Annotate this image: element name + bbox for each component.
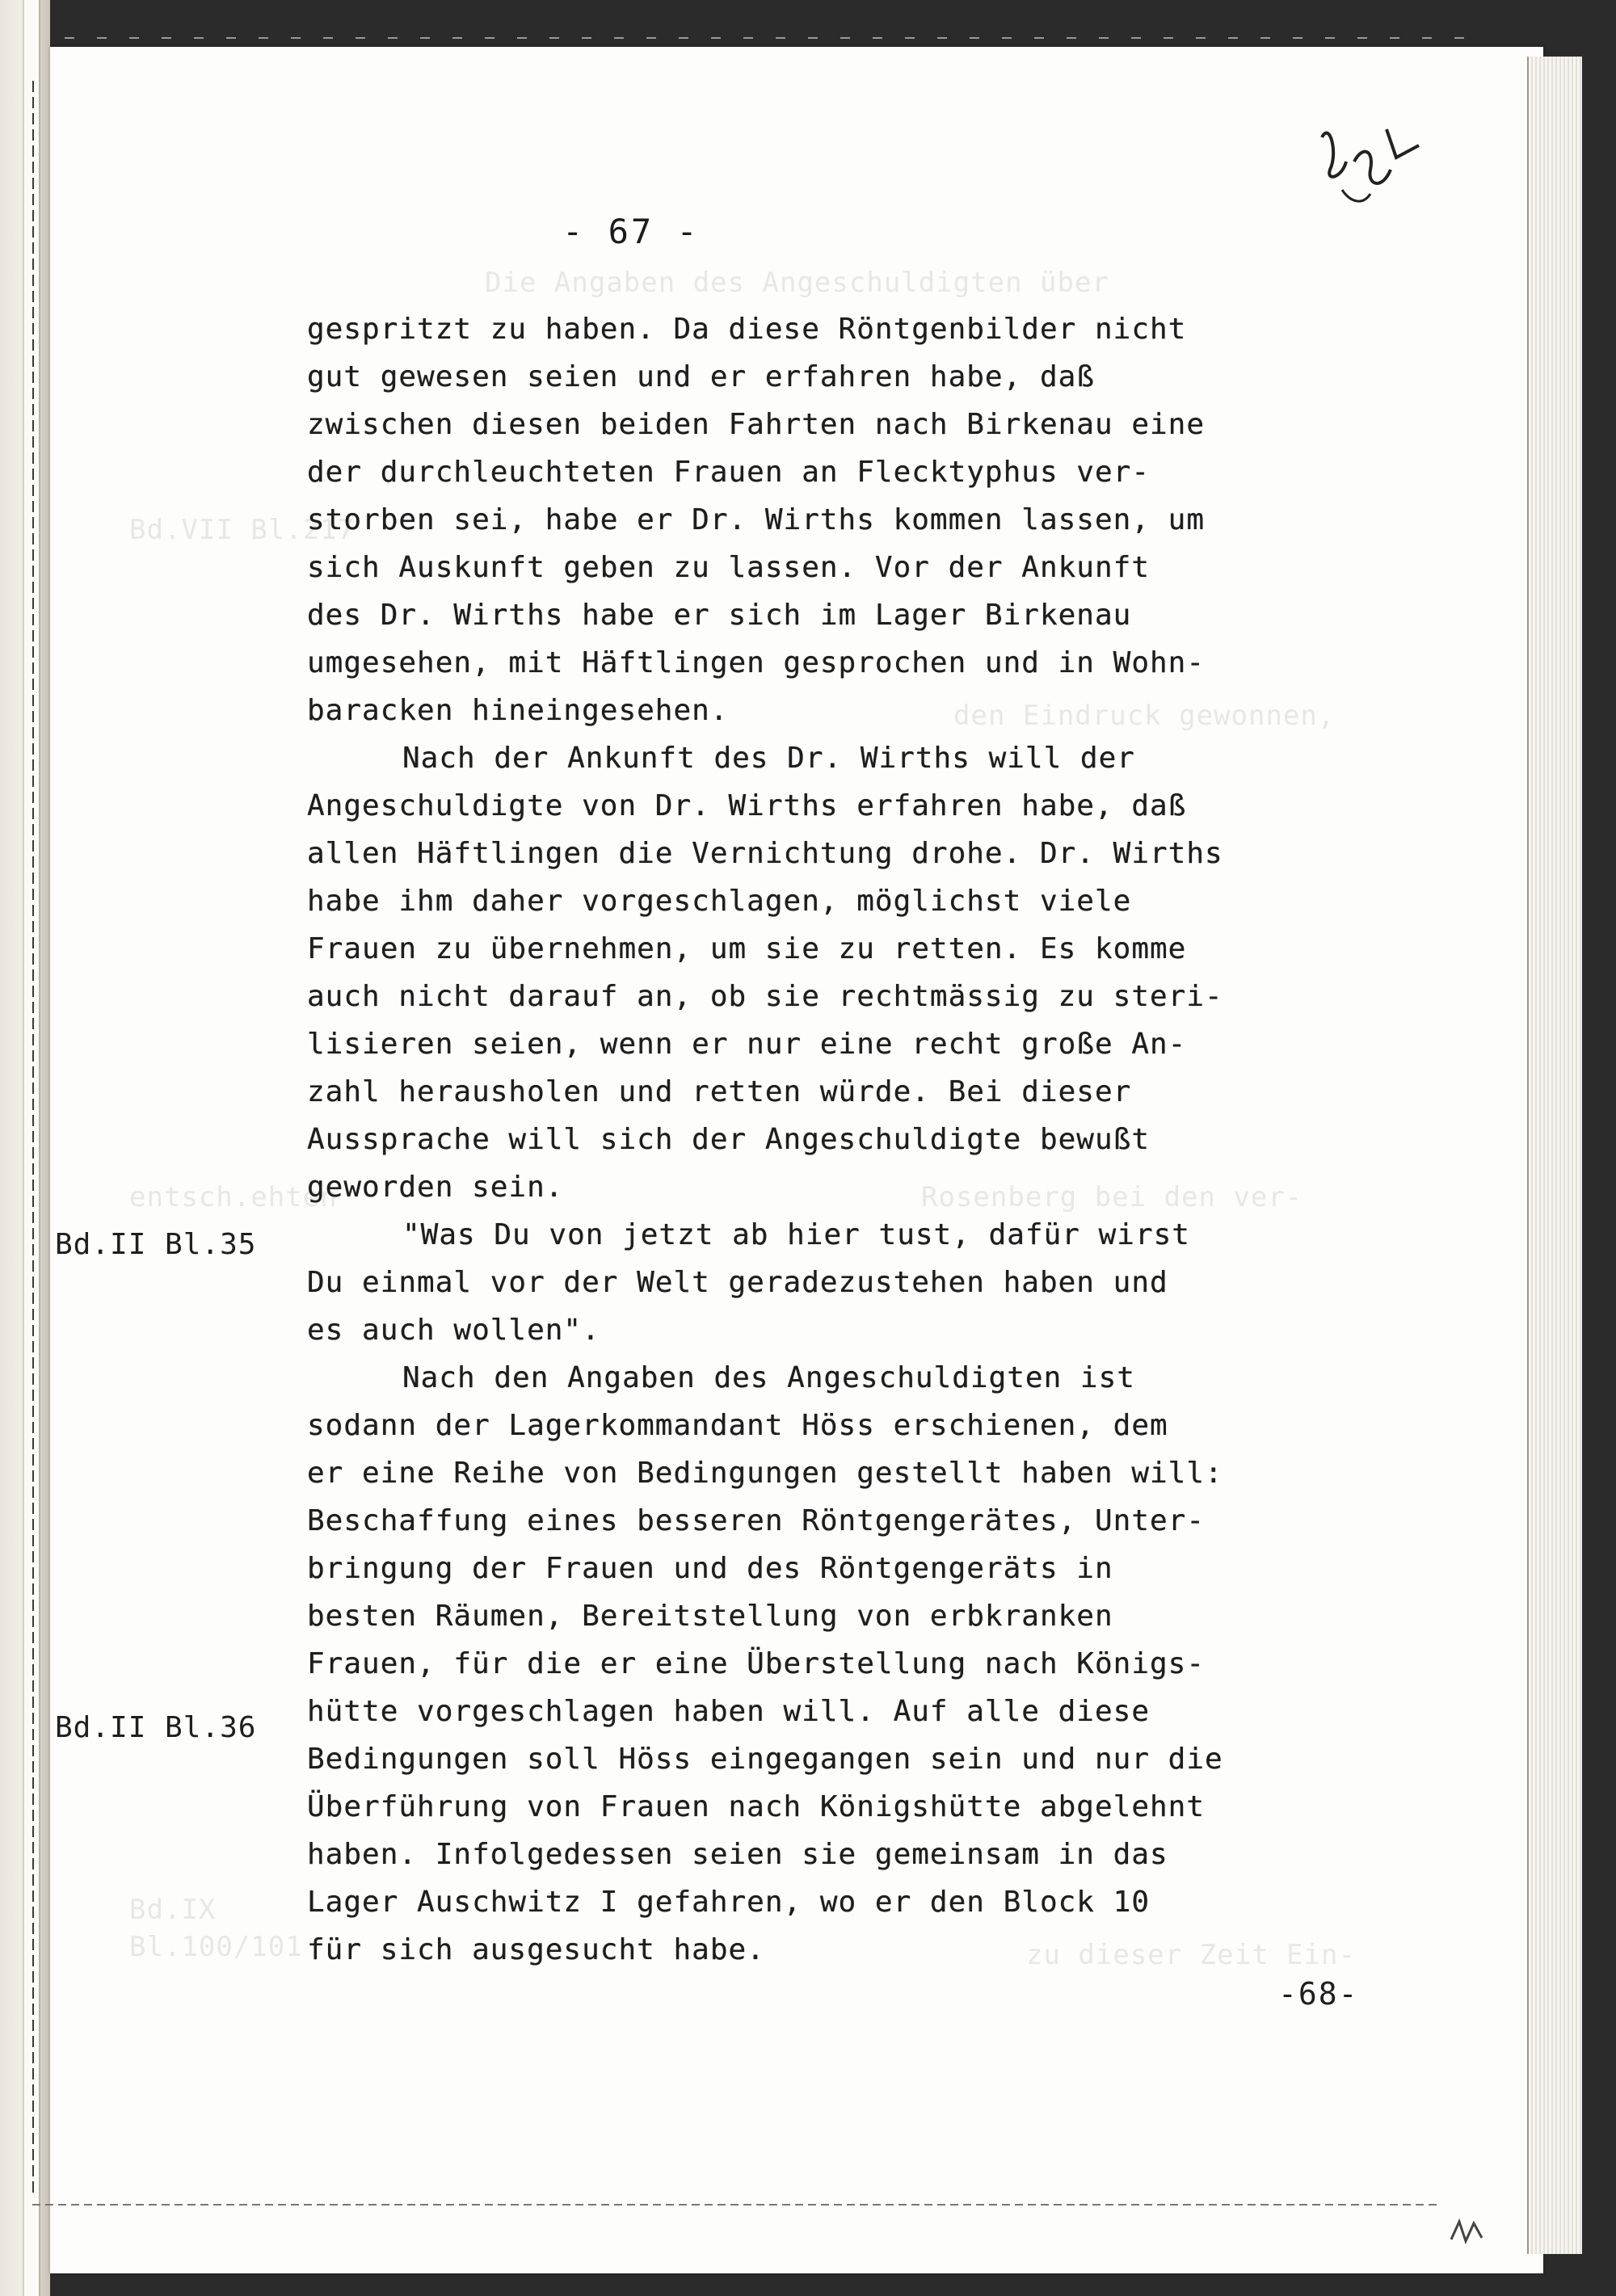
dotted-frame-bottom: [32, 2204, 1438, 2206]
bleed-through-ref: Bd.IX: [129, 1894, 217, 1926]
text-line: habe ihm daher vorgeschlagen, möglichst viele: [307, 885, 1132, 918]
text-line: besten Räumen, Bereitstellung von erbkranken: [307, 1600, 1113, 1633]
text-line: storben sei, habe er Dr. Wirths kommen lassen, um: [307, 503, 1206, 536]
text-line: geworden sein.: [307, 1171, 564, 1204]
binding-edge: [0, 0, 50, 2296]
text-line: zahl herausholen und retten würde. Bei dieser: [307, 1075, 1132, 1108]
text-line: der durchleuchteten Frauen an Flecktyphus ver-: [307, 456, 1150, 489]
text-line: umgesehen, mit Häftlingen gesprochen und in Wohn-: [307, 646, 1206, 679]
text-line: allen Häftlingen die Vernichtung drohe. Dr. Wirths: [307, 837, 1223, 870]
margin-reference: Bd.II Bl.36: [55, 1711, 257, 1744]
text-line: Nach der Ankunft des Dr. Wirths will der: [402, 742, 1135, 775]
text-line: Überführung von Frauen nach Königshütte abgelehnt: [307, 1790, 1206, 1823]
page-number: - 67 -: [562, 212, 700, 251]
dotted-frame-top: [65, 37, 1487, 39]
text-line: für sich ausgesucht habe.: [307, 1933, 765, 1966]
bleed-through-line: zu dieser Zeit Ein-: [1026, 1939, 1356, 1971]
text-line: Frauen zu übernehmen, um sie zu retten. Es komme: [307, 932, 1187, 965]
text-line: auch nicht darauf an, ob sie rechtmässig zu steri-: [307, 980, 1223, 1013]
text-line: gespritzt zu haben. Da diese Röntgenbilder nicht: [307, 313, 1187, 346]
text-line: sich Auskunft geben zu lassen. Vor der Ankunft: [307, 551, 1150, 584]
dotted-frame-left: [32, 81, 34, 2197]
text-line: Aussprache will sich der Angeschuldigte bewußt: [307, 1123, 1150, 1156]
quoted-line: es auch wollen".: [307, 1314, 600, 1347]
text-line: er eine Reihe von Bedingungen gestellt haben will:: [307, 1457, 1223, 1490]
text-line: zwischen diesen beiden Fahrten nach Birkenau eine: [307, 408, 1206, 441]
corner-stamp-mark: [1448, 2215, 1487, 2248]
text-line: sodann der Lagerkommandant Höss erschienen, dem: [307, 1409, 1168, 1442]
text-line: Frauen, für die er eine Überstellung nach Königs-: [307, 1647, 1206, 1680]
binding-stripe: [23, 0, 40, 2296]
quoted-line: Du einmal vor der Welt geradezustehen haben und: [307, 1266, 1168, 1299]
text-line: Nach den Angaben des Angeschuldigten ist: [402, 1361, 1135, 1394]
text-line: Beschaffung eines besseren Röntgengerätes, Unter-: [307, 1504, 1206, 1537]
bleed-through-ref: Bd.VII Bl.217: [129, 514, 356, 546]
margin-reference: Bd.II Bl.35: [55, 1228, 257, 1261]
bleed-through-line: den Eindruck gewonnen,: [953, 700, 1336, 732]
stacked-page-edges: [1527, 57, 1582, 2254]
text-line: des Dr. Wirths habe er sich im Lager Birkenau: [307, 599, 1132, 632]
text-line: baracken hineingesehen.: [307, 694, 729, 727]
text-line: haben. Infolgedessen seien sie gemeinsam in das: [307, 1838, 1168, 1871]
typewritten-body: [307, 305, 1374, 1974]
text-line: Bedingungen soll Höss eingegangen sein und nur die: [307, 1743, 1223, 1776]
handwritten-mark: [1306, 113, 1427, 218]
bleed-through-title: Die Angaben des Angeschuldigten über: [485, 267, 1109, 299]
text-line: Angeschuldigte von Dr. Wirths erfahren habe, daß: [307, 789, 1187, 822]
text-line: bringung der Frauen und des Röntgengeräts in: [307, 1552, 1113, 1585]
text-line: hütte vorgeschlagen haben will. Auf alle diese: [307, 1695, 1150, 1728]
text-line: Lager Auschwitz I gefahren, wo er den Block 10: [307, 1886, 1150, 1919]
quoted-line: "Was Du von jetzt ab hier tust, dafür wirst: [402, 1218, 1190, 1251]
bleed-through-ref: Bl.100/101: [129, 1931, 303, 1963]
next-page-marker: -68-: [1278, 1976, 1359, 2012]
text-line: lisieren seien, wenn er nur eine recht große An-: [307, 1028, 1187, 1061]
text-line: gut gewesen seien und er erfahren habe, daß: [307, 360, 1095, 393]
bleed-through-ref: entsch.ehten: [129, 1181, 338, 1213]
bleed-through-line: Rosenberg bei den ver-: [921, 1181, 1303, 1213]
